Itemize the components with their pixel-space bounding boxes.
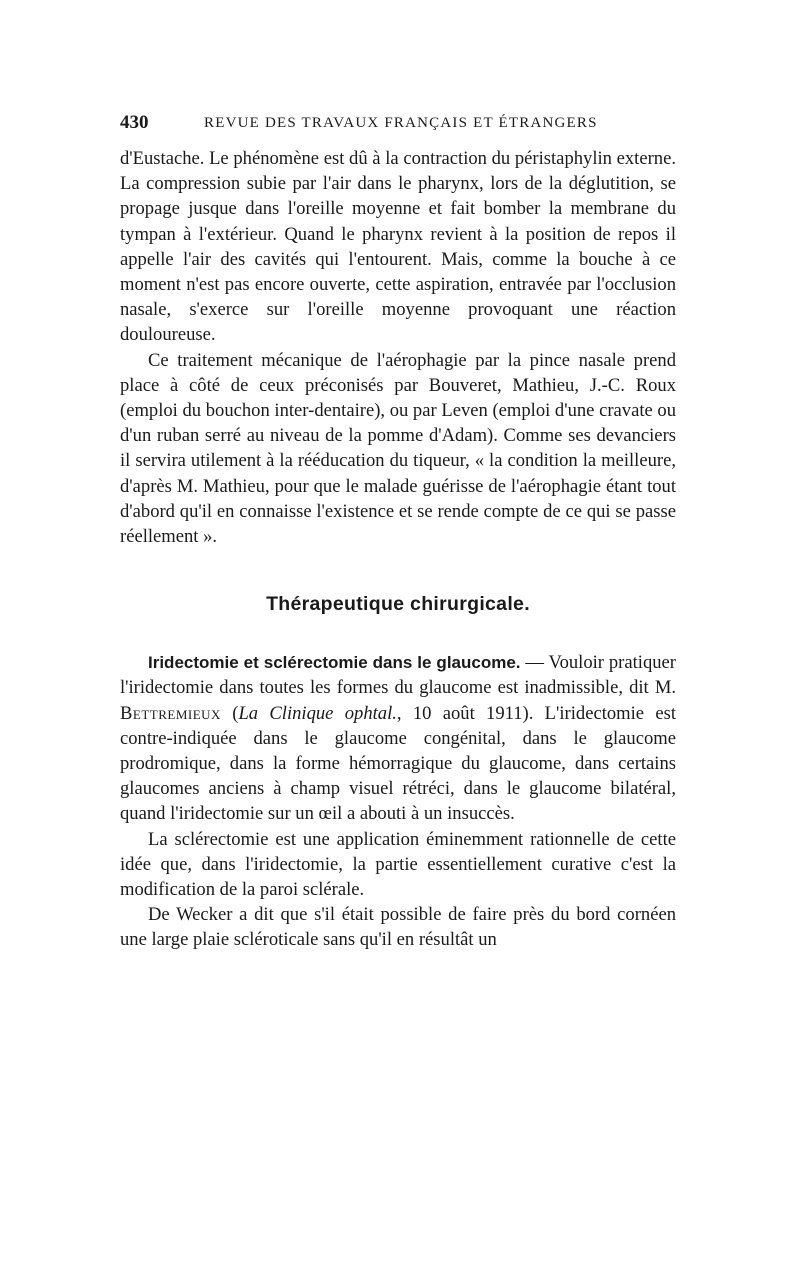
author-name: Bettremieux [120, 702, 221, 724]
paragraph-de-wecker: De Wecker a dit que s'il était possible de faire près du bord cornéen une large plaie scléroticale sans qu'il en résultât un [120, 904, 676, 951]
running-head [120, 112, 676, 146]
book-page [120, 112, 676, 953]
text-run: ( [220, 702, 239, 724]
page-number: 430 [120, 112, 149, 133]
lead-title: Iridectomie et sclérectomie dans le glaucome. [148, 653, 521, 673]
running-title: REVUE DES TRAVAUX FRANÇAIS ET ÉTRANGERS [204, 115, 598, 131]
text-run: — Vouloir pratiquer l'iridectomie dans toutes les formes du glaucome est inadmissible, dit M. [120, 652, 676, 699]
section-title: Thérapeutique chirurgicale. [266, 593, 530, 616]
paragraph-sclerectomie: La sclérectomie est une application éminemment rationnelle de cette idée que, dans l'iridectomie, la partie essentiellement curative c'est la modification de la paroi sclérale. [120, 828, 676, 901]
paragraph-aerophagie-treatment: Ce traitement mécanique de l'aérophagie par la pince nasale prend place à côté de ceux préconisés par Bouveret, Mathieu, J.-C. Roux (emploi du bouchon inter-dentaire), ou par Leven (emploi d'une cravate ou d'un ruban serré au niveau de la pomme d'Adam). Comme ses devanciers il servira utilement à la rééducation du tiqueur, « la condition la meilleure, d'après M. Mathieu, pour que le malade guérisse de l'aérophagie étant tout d'abord qu'il en connaisse l'existence et se rende compte de ce qui se passe réellement ». [120, 349, 676, 548]
paragraph-iridectomie [120, 650, 676, 826]
journal-title: La Clinique ophtal. [238, 702, 397, 724]
paragraph-continued: d'Eustache. Le phénomène est dû à la contraction du péristaphylin externe. La compression subie par l'air dans le pharynx, lors de la déglutition, se propage jusque dans l'oreille moyenne et fait bomber la membrane du tympan à l'extérieur. Quand le pharynx revient à la position de repos il appelle l'air des cavités qui l'entourent. Mais, comme la bouche à ce moment n'est pas encore ouverte, cette aspiration, entravée par l'occlusion nasale, s'exerce sur l'oreille moyenne provoquant une réaction douloureuse. [120, 148, 676, 346]
text-run: , 10 août 1911). L'iridectomie est contre-indiquée dans le glaucome congénital, dans le glaucome prodromique, dans la forme hémorragique du glaucome, dans certains glaucomes anciens à champ visuel rétréci, dans le glaucome bilatéral, quand l'iridectomie sur un œil a abouti à un insuccès. [120, 702, 677, 825]
